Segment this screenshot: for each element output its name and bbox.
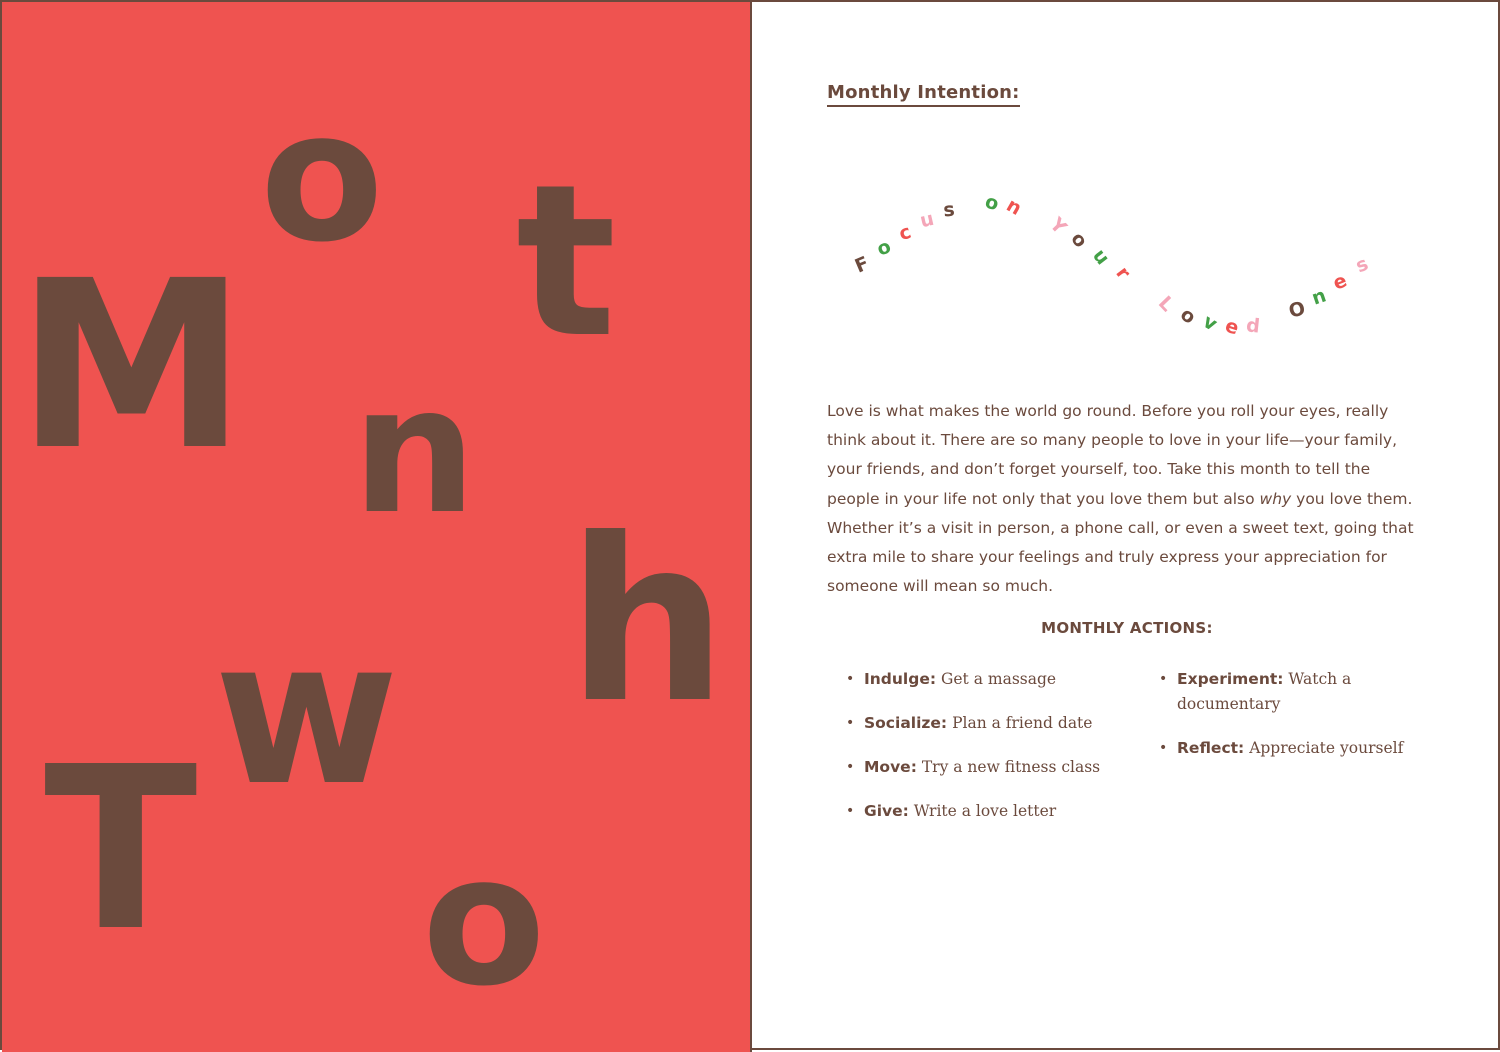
- left-page-title-panel: [2, 2, 752, 1052]
- action-label: Reflect:: [1177, 739, 1245, 757]
- action-text: Plan a friend date: [952, 714, 1093, 732]
- action-item: [846, 799, 1136, 824]
- wave-letter: n: [1002, 193, 1026, 220]
- title-letter-n: n: [352, 350, 477, 553]
- title-letter-t: t: [516, 139, 617, 384]
- action-label: Move:: [864, 758, 917, 776]
- wave-letter: n: [1308, 284, 1329, 310]
- wave-letter: L: [1154, 292, 1179, 317]
- body-text-emphasis: why: [1259, 489, 1292, 508]
- body-text-end: you love them. Whether it’s a visit in person, a phone call, or even a sweet text, going that extra mile to share your feelings and truly express your appreciation for someone will mean so much.: [827, 489, 1414, 596]
- wave-letter: c: [896, 220, 915, 246]
- action-text: Get a massage: [941, 670, 1057, 688]
- action-label: Experiment:: [1177, 670, 1284, 688]
- title-letter-w: w: [214, 597, 399, 830]
- action-item: [1159, 736, 1409, 761]
- wave-letter: u: [918, 207, 937, 232]
- actions-list-left: [846, 667, 1136, 843]
- wave-letter: O: [1286, 297, 1308, 323]
- wave-letter: s: [942, 198, 956, 222]
- wave-letter: F: [851, 252, 873, 278]
- action-text: Write a love letter: [913, 802, 1057, 820]
- action-item: [846, 667, 1136, 692]
- body-paragraph: [827, 397, 1427, 601]
- wave-letter: o: [1176, 302, 1201, 329]
- action-text: Try a new fitness class: [921, 758, 1101, 776]
- wave-letter: v: [1198, 310, 1221, 337]
- wave-letter: s: [1352, 252, 1372, 278]
- wave-letter: e: [1330, 269, 1351, 295]
- wave-letter: Y: [1044, 213, 1071, 239]
- wave-letter: o: [1066, 228, 1093, 253]
- action-label: Give:: [864, 802, 909, 820]
- wave-letter: e: [1222, 314, 1242, 340]
- action-item: [1159, 667, 1409, 717]
- action-label: Socialize:: [864, 714, 948, 732]
- title-letter-o: o: [260, 73, 384, 282]
- actions-list-right: [1159, 667, 1409, 780]
- wave-letter: u: [1088, 244, 1114, 269]
- wave-letter: o: [873, 235, 894, 261]
- body-text-start: Love is what makes the world go round. Before you roll your eyes, really think about it. There are so many people to love in your life—your family, your friends, and don’t forget yourself, too. Take this month to tell the people in your life not only that you love them but also: [827, 402, 1398, 508]
- wave-letter: r: [1111, 263, 1135, 284]
- title-letter-t2: T: [44, 719, 198, 981]
- wave-letter: o: [982, 190, 1003, 216]
- action-label: Indulge:: [864, 670, 937, 688]
- monthly-actions-title: MONTHLY ACTIONS:: [1041, 619, 1213, 637]
- right-page: [752, 2, 1500, 1052]
- action-item: [846, 711, 1136, 736]
- wave-letter: d: [1245, 314, 1262, 338]
- action-item: [846, 755, 1136, 780]
- title-letter-h: h: [567, 491, 728, 753]
- action-text: Watch a documentary: [1177, 670, 1352, 713]
- title-letter-m: M: [16, 231, 247, 501]
- monthly-intention-label: Monthly Intention:: [827, 82, 1020, 107]
- intention-wave-text: [852, 177, 1372, 352]
- title-letter-o2: o: [422, 817, 546, 1026]
- action-text: Appreciate yourself: [1249, 739, 1404, 757]
